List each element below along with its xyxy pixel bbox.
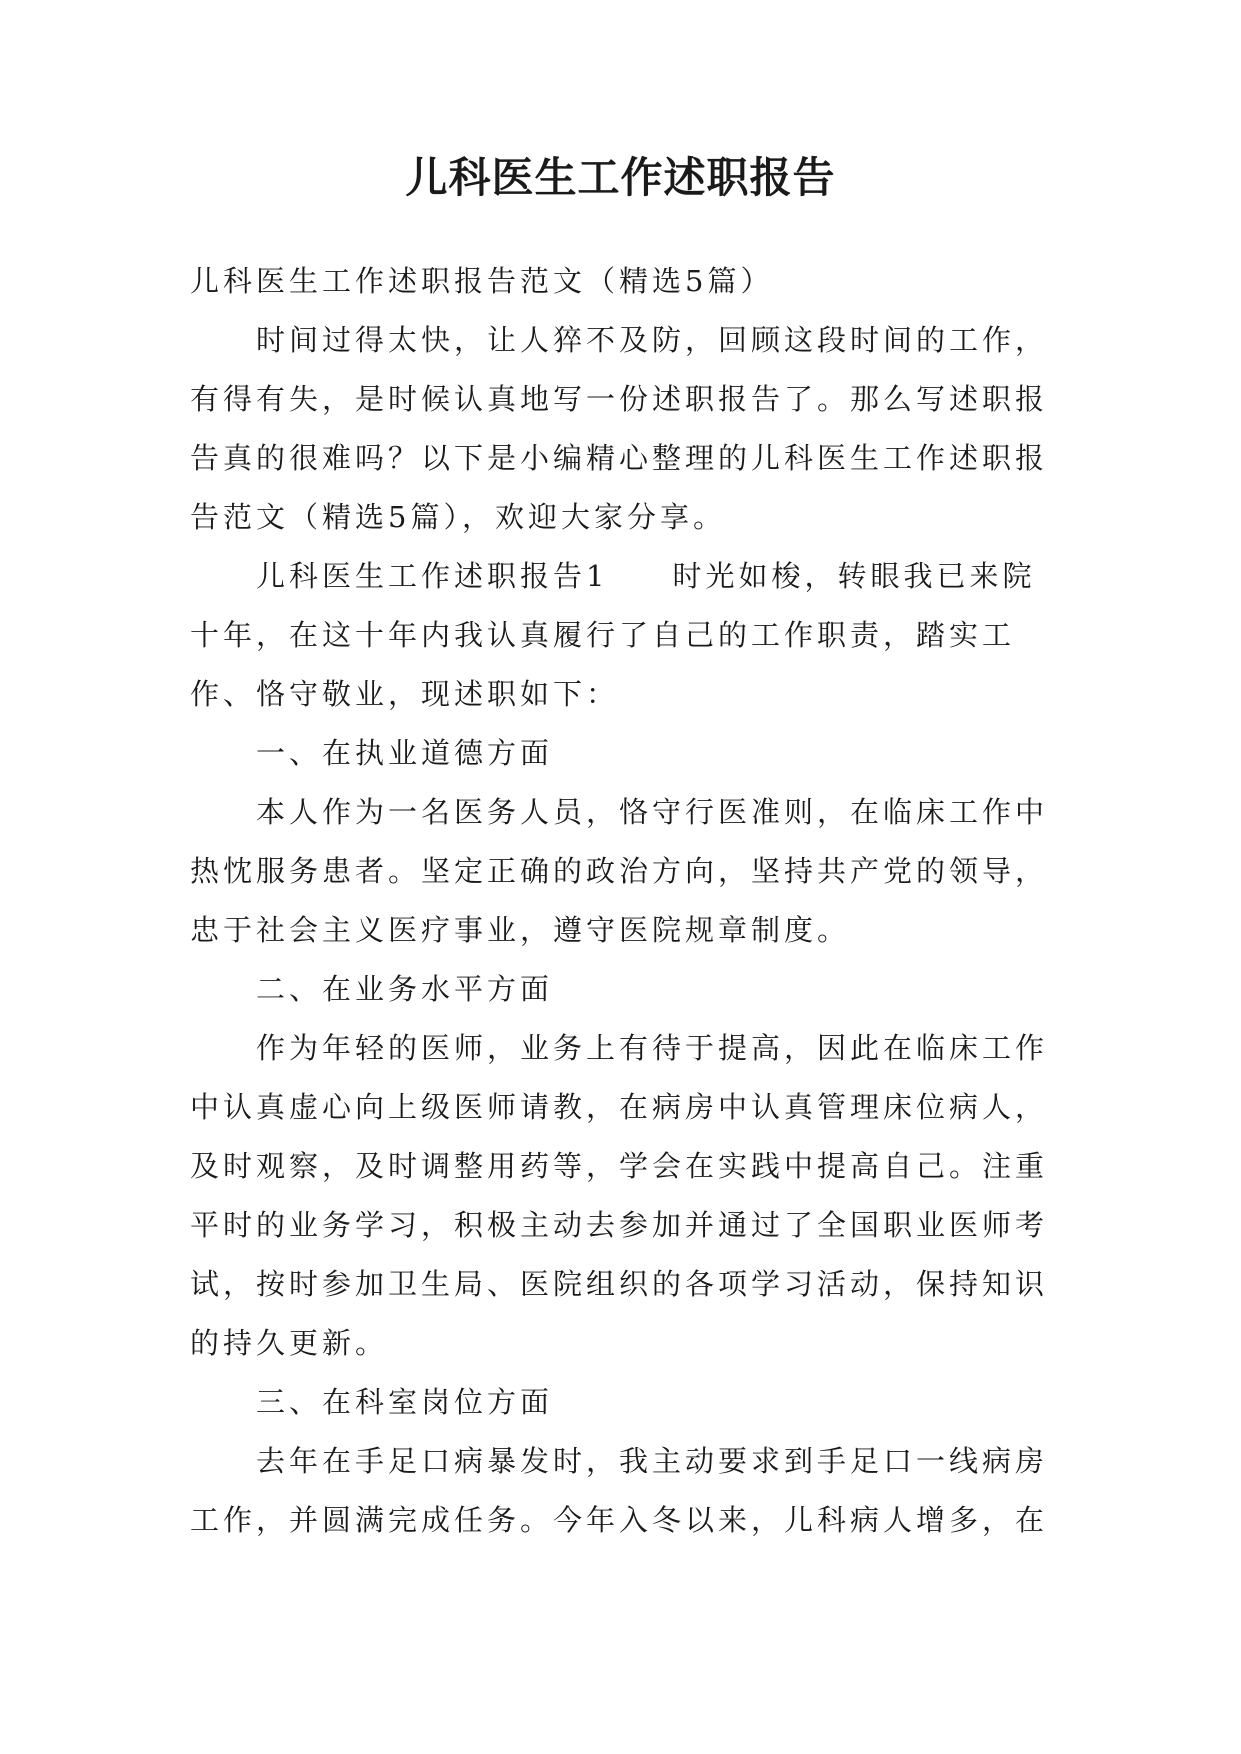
section2-heading: 二、在业务水平方面 <box>256 972 554 1006</box>
section1-heading: 一、在执业道德方面 <box>256 736 554 770</box>
document-title: 儿科医生工作述职报告 <box>405 153 836 202</box>
document-body <box>190 252 1060 1550</box>
section1-body: 本人作为一名医务人员，恪守行医准则，在临床工作中热忱服务患者。坚定正确的政治方向，坚持共产党的领导，忠于社会主义医疗事业，遵守医院规章制度。 <box>190 795 1049 947</box>
section3-body: 去年在手足口病暴发时，我主动要求到手足口一线病房工作，并圆满完成任务。今年入冬以来，儿科病人增多，在 <box>190 1444 1049 1537</box>
report1-paragraph <box>190 547 1060 724</box>
report1-heading: 儿科医生工作述职报告1 <box>256 559 609 593</box>
intro-paragraph: 时间过得太快，让人猝不及防，回顾这段时间的工作，有得有失，是时候认真地写一份述职报告了。那么写述职报告真的很难吗？以下是小编精心整理的儿科医生工作述职报告范文（精选5篇），欢迎大家分享。 <box>190 323 1049 534</box>
report1-opening: 时光如梭，转眼我已来院十年，在这十年内我认真履行了自己的工作职责，踏实工作、恪守敬业，现述职如下： <box>190 559 1036 711</box>
section2-body: 作为年轻的医师，业务上有待于提高，因此在临床工作中认真虚心向上级医师请教，在病房中认真管理床位病人，及时观察，及时调整用药等，学会在实践中提高自己。注重平时的业务学习，积极主动去参加并通过了全国职业医师考试，按时参加卫生局、医院组织的各项学习活动，保持知识的持久更新。 <box>190 1031 1049 1360</box>
section3-heading: 三、在科室岗位方面 <box>256 1385 554 1419</box>
document-subtitle: 儿科医生工作述职报告范文（精选5篇） <box>190 264 774 298</box>
